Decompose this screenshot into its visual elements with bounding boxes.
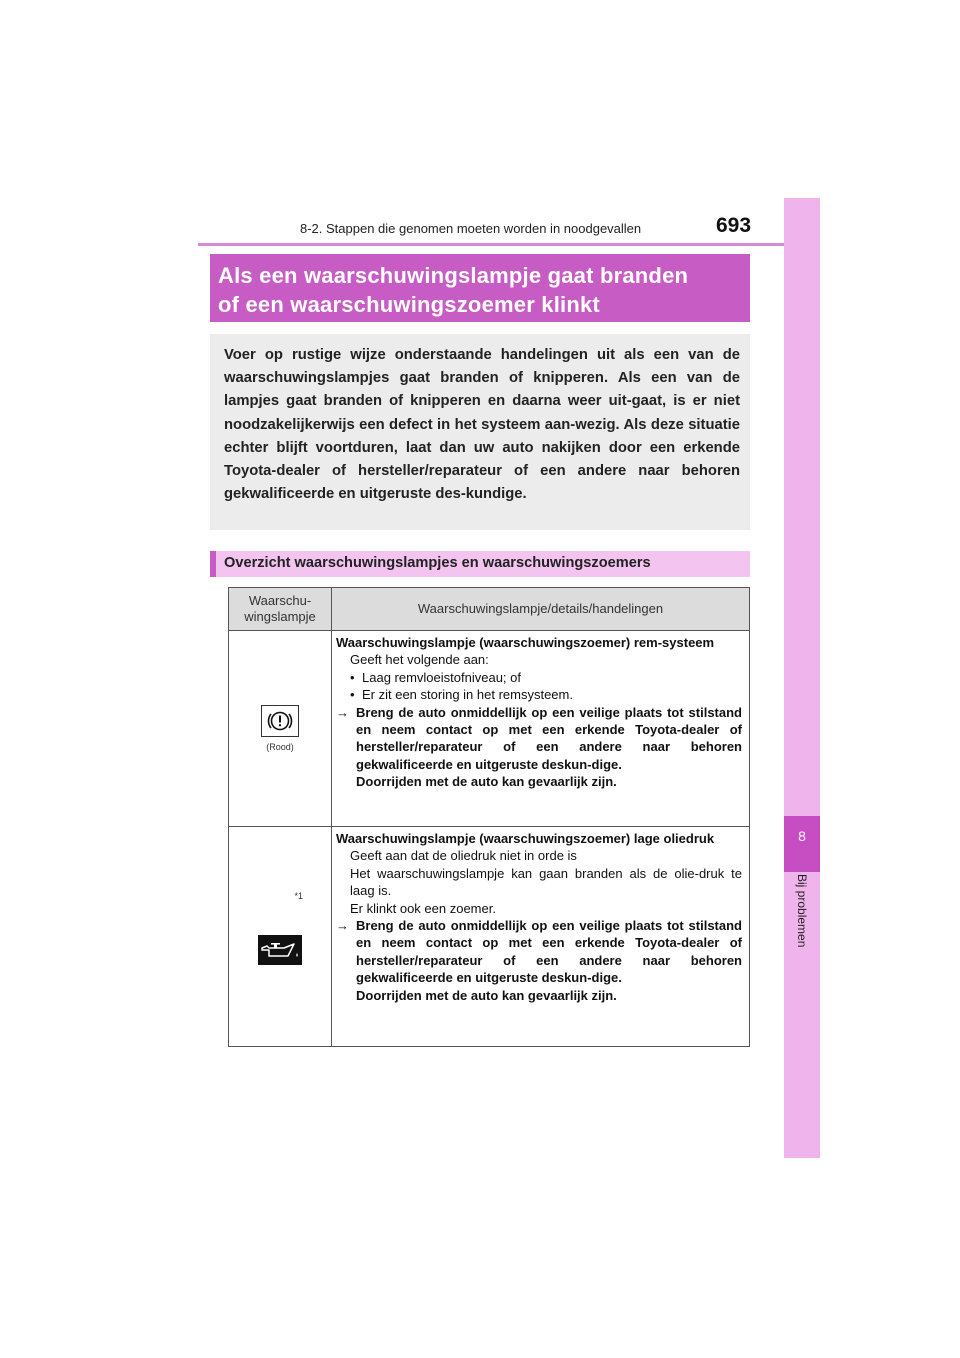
list-item [336, 686, 742, 703]
chapter-heading: 8-2. Stappen die genomen moeten worden in noodgevallen [300, 221, 642, 236]
description-cell [332, 827, 750, 1047]
subheading-title: Overzicht waarschuwingslampjes en waarschuwingszoemers [224, 555, 651, 571]
table-header-details: Waarschuwingslampje/details/handelingen [332, 588, 750, 631]
warning-lights-table [228, 587, 750, 1047]
footnote-marker: *1 [294, 891, 303, 901]
icon-caption: (Rood) [266, 742, 294, 752]
chapter-number: 8 [798, 828, 806, 844]
row-warning: Doorrijden met de auto kan gevaarlijk zijn. [356, 987, 617, 1003]
icon-cell [229, 631, 332, 827]
row-action [336, 704, 742, 774]
row-line: Geeft aan dat de oliedruk niet in orde is [350, 848, 577, 864]
description-cell [332, 631, 750, 827]
row-action-text: Breng de auto onmiddellijk op een veilige plaats tot stilstand en neem contact op met een erkende Toyota-dealer of hersteller/reparateur of een andere naar behoren gekwalificeerde en uitgeruste deskun-dige. [356, 704, 742, 772]
list-item-text: Er zit een storing in het remsysteem. [362, 687, 573, 703]
row-action [336, 917, 742, 987]
arrow-icon: → [336, 704, 349, 720]
row-line: Er klinkt ook een zoemer. [350, 900, 496, 916]
intro-text: Voer op rustige wijze onderstaande handelingen uit als een van de waarschuwingslampjes gaat branden of knipperen. Als een van de lampjes gaat branden of knipperen en daarna weer uit-gaat, is er niet noodzakelijkerwijs een defect in het systeem aan-wezig. Als deze situatie echter blijft voortduren, laat dan uw auto nakijken door een erkende Toyota-dealer of hersteller/reparateur of een andere naar behoren gekwalificeerde en uitgeruste des-kundige. [210, 334, 750, 530]
header-divider [198, 243, 818, 246]
row-action-text: Breng de auto onmiddellijk op een veilige plaats tot stilstand en neem contact op met een erkende Toyota-dealer of hersteller/reparateur of een andere naar behoren gekwalificeerde en uitgeruste deskun-dige. [356, 918, 742, 986]
row-warning: Doorrijden met de auto kan gevaarlijk zijn. [356, 774, 617, 790]
chapter-side-tab-active [784, 816, 820, 872]
table-header-light [229, 588, 332, 631]
brake-warning-icon [261, 705, 299, 737]
row-title: Waarschuwingslampje (waarschuwingszoemer) rem-systeem [336, 635, 715, 650]
chapter-label: Bij problemen [795, 874, 809, 948]
chapter-side-tab [784, 198, 820, 1158]
table-row [229, 631, 750, 827]
oil-pressure-icon [258, 935, 302, 965]
list-item-text: Laag remvloeistofniveau; of [362, 669, 521, 685]
subheading-accent [210, 551, 216, 577]
bullet: • [350, 669, 355, 685]
row-title: Waarschuwingslampje (waarschuwingszoemer) lage oliedruk [336, 831, 715, 846]
arrow-icon: → [336, 918, 349, 934]
row-line: Het waarschuwingslampje kan gaan branden als de olie-druk te laag is. [350, 865, 742, 899]
bullet: • [350, 687, 355, 703]
table-row [229, 827, 750, 1047]
table-header-row [229, 588, 750, 631]
row-intro: Geeft het volgende aan: [350, 652, 489, 668]
list-item [336, 669, 742, 686]
section-title [210, 254, 750, 322]
page-number: 693 [716, 214, 752, 237]
table-header-light-text: Waarschu-wingslampje [244, 593, 316, 624]
section-title-line1: Als een waarschuwingslampje gaat branden [218, 263, 689, 288]
section-title-line2: of een waarschuwingszoemer klinkt [218, 292, 600, 317]
icon-cell [229, 827, 332, 1047]
